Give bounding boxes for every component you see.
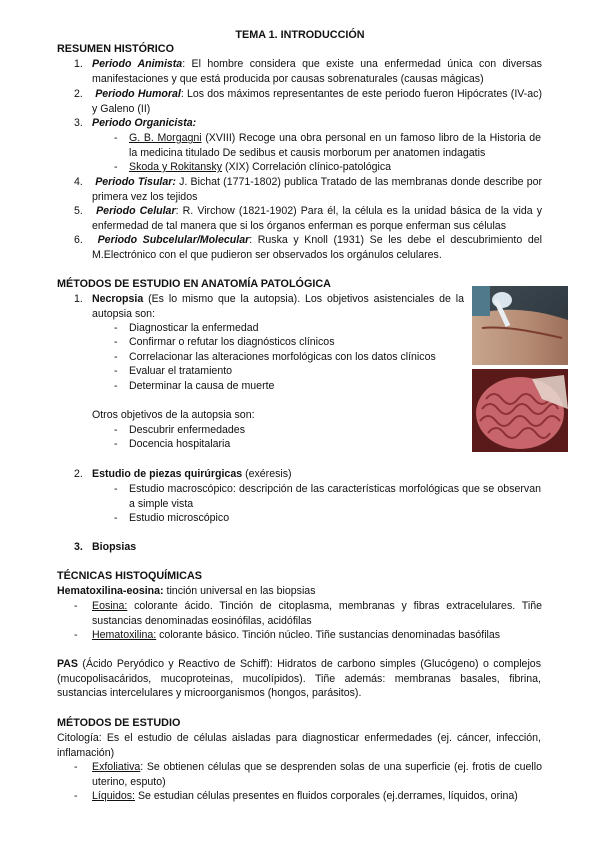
sub-item: Determinar la causa de muerte: [129, 380, 275, 392]
sub-item: Estudio macroscópico: descripción de las características morfológicas que se observan a simple vista: [129, 483, 541, 510]
dash-bullet: -: [114, 483, 118, 495]
list-item: [92, 628, 542, 643]
list-item: [92, 175, 542, 204]
item-text: (Ácido Peryódico y Reactivo de Schiff): Hidratos de carbono simples (Glucógeno) o complejos (mucopolisacáridos, mucoproteinas, mucolípidos). Tiñe además: membranas basales, fibrina, sustancias intercelulares y microorganismos (hongos, parásitos).: [57, 658, 541, 700]
sub-item-text: (XVIII) Recoge una obra personal en un famoso libro de la Historia de la medicina titulado De sedibus et causis morborum per anatomen indagatis: [129, 132, 542, 159]
list-number: 2.: [74, 88, 83, 100]
item-label: Biopsias: [92, 541, 137, 553]
list-item: [92, 204, 542, 233]
item-label: Estudio de piezas quirúrgicas: [92, 468, 243, 480]
dash-bullet: -: [114, 424, 118, 436]
sub-item: Estudio microscópico: [129, 512, 230, 524]
dash-bullet: -: [114, 351, 118, 363]
list-number: 1.: [74, 58, 83, 70]
item-text: : Se obtienen células que se desprenden solas de una superficie (ej. frotis de cuello uterino, esputo): [92, 761, 542, 788]
item-label: Exfoliativa: [92, 761, 141, 773]
dash-bullet: -: [114, 365, 118, 377]
dash-bullet: -: [74, 629, 78, 641]
brain-photo: [472, 369, 568, 452]
dash-bullet: -: [114, 161, 118, 173]
list-number: 4.: [74, 176, 83, 188]
item-text: : El hombre considera que existe una enfermedad única con diversas manifestaciones y que está producida por causas sobrenaturales (causas mágicas): [92, 58, 542, 85]
dash-bullet: -: [74, 600, 78, 612]
item-text: : Los dos máximos representantes de este periodo fueron Hipócrates (IV-ac) y Galeno (II): [92, 88, 542, 115]
paragraph: [57, 657, 541, 701]
item-label: Necropsia: [92, 293, 144, 305]
list-item: [92, 760, 542, 789]
sub-item: Docencia hospitalaria: [129, 438, 231, 450]
document-title: TEMA 1. INTRODUCCIÓN: [235, 29, 365, 41]
item-label: Líquidos:: [92, 790, 135, 802]
sub-item: Confirmar o refutar los diagnósticos clínicos: [129, 336, 335, 348]
item-label: Hematoxilina-eosina:: [57, 585, 164, 597]
item-text: (exéresis): [242, 468, 292, 480]
dash-bullet: -: [114, 336, 118, 348]
list-number: 2.: [74, 468, 83, 480]
sub-item: Descubrir enfermedades: [129, 424, 245, 436]
list-item: [92, 116, 542, 131]
list-item: [92, 87, 542, 116]
item-text: (Es lo mismo que la autopsia). Los objetivos asistenciales de la autopsia son:: [92, 293, 464, 320]
sub-item: Evaluar el tratamiento: [129, 365, 233, 377]
dash-bullet: -: [114, 512, 118, 524]
dash-bullet: -: [114, 438, 118, 450]
list-number: 1.: [74, 293, 83, 305]
paragraph: [57, 584, 541, 599]
item-label: Periodo Celular: [96, 205, 176, 217]
list-number: 5.: [74, 205, 83, 217]
item-label: Periodo Humoral: [95, 88, 181, 100]
section-heading-tecnicas: TÉCNICAS HISTOQUÍMICAS: [57, 570, 202, 582]
sub-item: Correlacionar las alteraciones morfológicas con los datos clínicos: [129, 351, 436, 363]
item-label: Periodo Tisular:: [95, 176, 176, 188]
item-text: colorante ácido. Tinción de citoplasma, membranas y fibras extracelulares. Tiñe sustancias denominadas eosinófilas, acidófilas: [92, 600, 542, 627]
dash-bullet: -: [114, 132, 118, 144]
sub-item-name: Skoda y Rokitansky: [129, 161, 223, 173]
list-number: 3.: [74, 541, 83, 553]
item-label: Periodo Animista: [92, 58, 183, 70]
item-text: Se estudian células presentes en fluidos corporales (ej.derrames, líquidos, orina): [135, 790, 518, 802]
item-label: Periodo Organicista:: [92, 117, 197, 129]
section-heading-resumen: RESUMEN HISTÓRICO: [57, 43, 174, 55]
sub-item: [129, 131, 541, 160]
sub-item: [129, 160, 541, 175]
dash-bullet: -: [74, 761, 78, 773]
item-text: J. Bichat (1771-1802) publica Tratado de las membranas donde describe por primera vez los tejidos: [92, 176, 542, 203]
list-item: [92, 599, 542, 628]
dash-bullet: -: [74, 790, 78, 802]
list-number: 3.: [74, 117, 83, 129]
list-item: [92, 467, 542, 482]
dash-bullet: -: [114, 322, 118, 334]
list-number: 6.: [74, 234, 83, 246]
sub-item: Diagnosticar la enfermedad: [129, 322, 259, 334]
item-text: tinción universal en las biopsias: [163, 585, 316, 597]
item-label: Periodo Subcelular/Molecular: [97, 234, 250, 246]
list-item: [92, 789, 542, 804]
section-heading-metodos-ap: MÉTODOS DE ESTUDIO EN ANATOMÍA PATOLÓGICA: [57, 278, 331, 290]
item-label: Eosina:: [92, 600, 128, 612]
item-label: PAS: [57, 658, 78, 670]
section-heading-metodos: MÉTODOS DE ESTUDIO: [57, 717, 181, 729]
paragraph: Otros objetivos de la autopsia son:: [92, 409, 255, 421]
autopsy-photo: [472, 286, 568, 365]
paragraph: Citología: Es el estudio de células aisladas para diagnosticar enfermedades (ej. cáncer, infección, inflamación): [57, 732, 541, 759]
sub-item-text: (XIX) Correlación clínico-patológica: [222, 161, 392, 173]
item-text: : R. Virchow (1821-1902) Para él, la célula es la unidad básica de la vida y enfermedad de tal manera que si los órganos enferman es porque enferman sus células: [92, 205, 542, 232]
list-item: [92, 233, 542, 262]
list-item: [92, 540, 542, 555]
list-item: [92, 292, 464, 321]
dash-bullet: -: [114, 380, 118, 392]
sub-item-name: G. B. Morgagni: [129, 132, 202, 144]
item-label: Hematoxilina:: [92, 629, 157, 641]
item-text: : Ruska y Knoll (1931) Se les debe el descubrimiento del M.Electrónico con el que pudieron ser observados los orgánulos celulares.: [92, 234, 542, 261]
item-text: colorante básico. Tinción núcleo. Tiñe sustancias denominadas basófilas: [156, 629, 501, 641]
list-item: [92, 57, 542, 86]
